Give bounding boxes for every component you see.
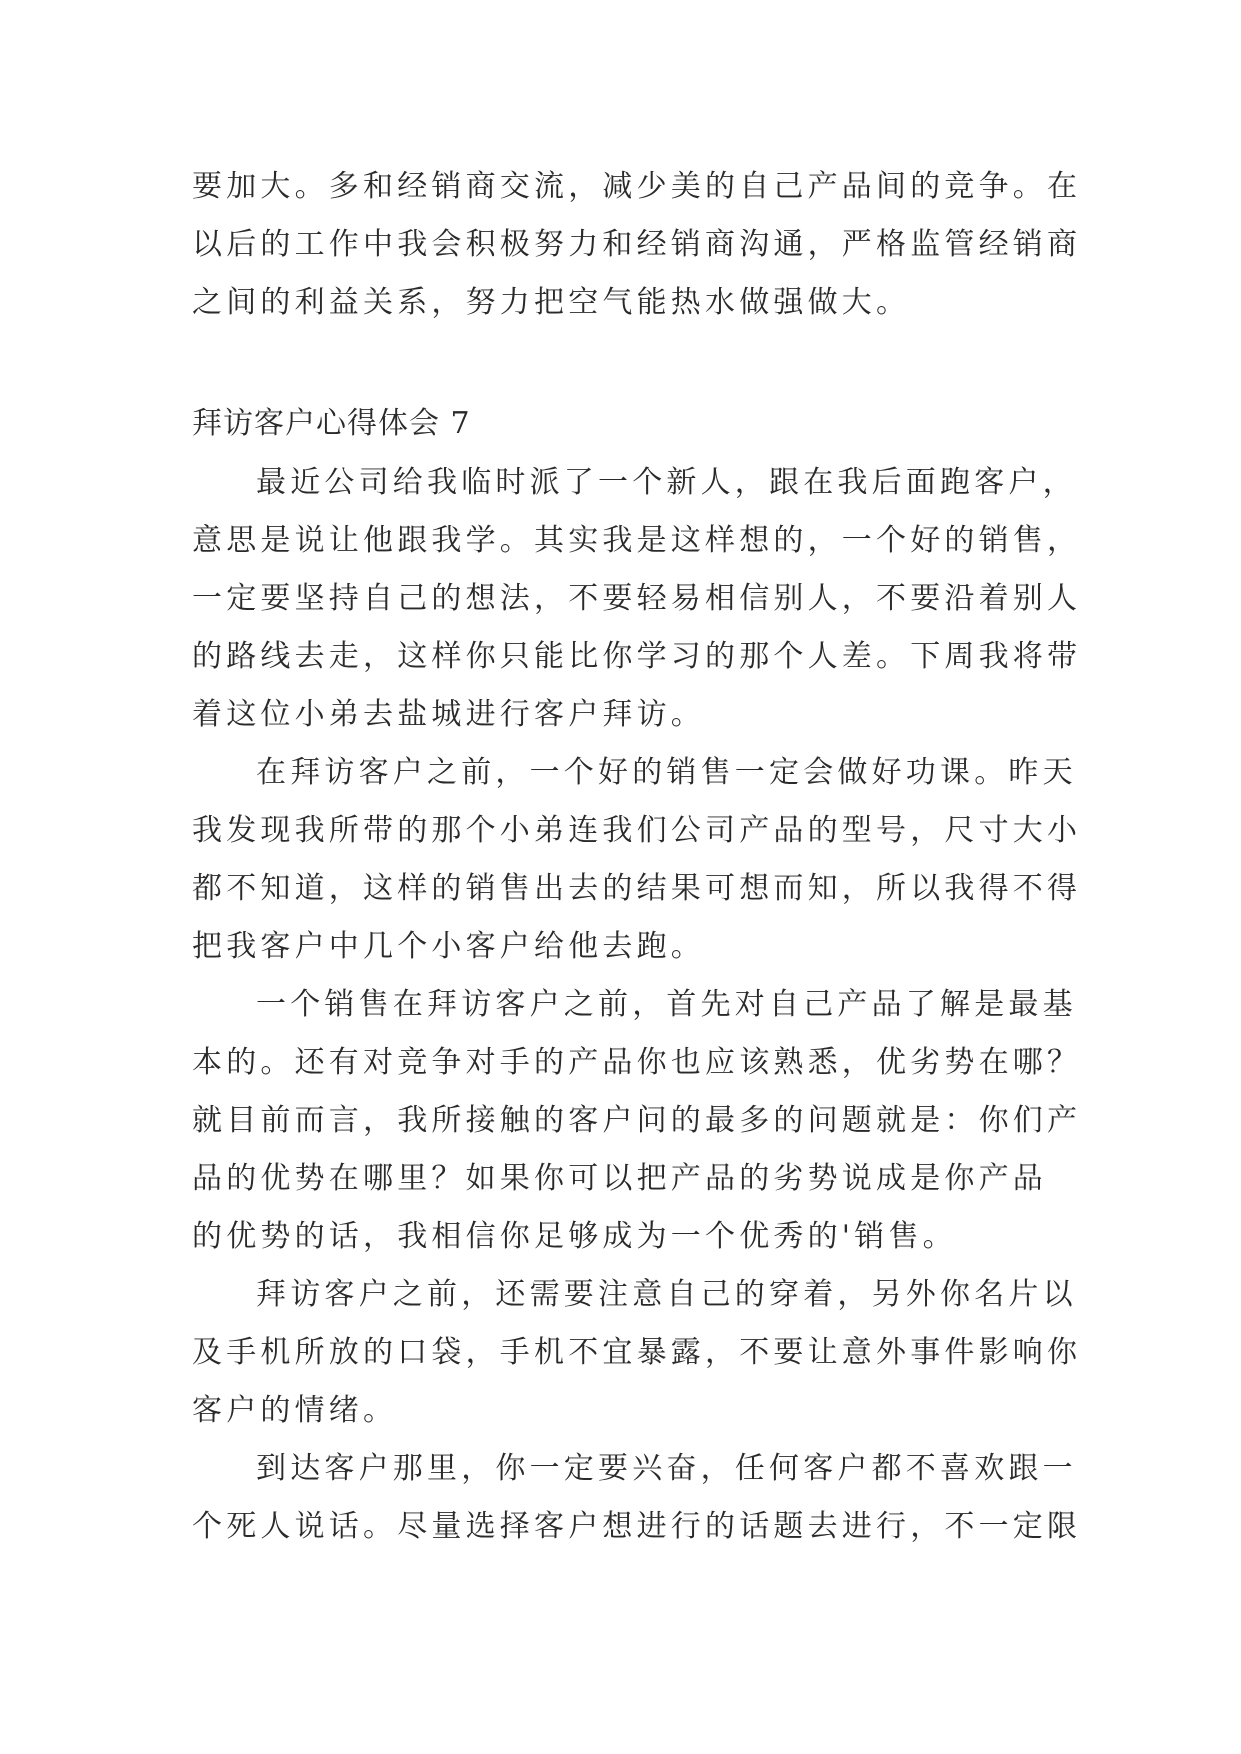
text-line: 在拜访客户之前，一个好的销售一定会做好功课。昨天 [256, 755, 1077, 790]
paragraph-5 [192, 1440, 1082, 1556]
text-line: 个死人说话。尽量选择客户想进行的话题去进行，不一定限 [192, 1509, 1082, 1544]
text-line: 就目前而言，我所接触的客户问的最多的问题就是：你们产 [192, 1103, 1082, 1138]
text-line: 到达客户那里，你一定要兴奋，任何客户都不喜欢跟一 [256, 1451, 1077, 1486]
intro-paragraph [192, 158, 1082, 332]
text-line: 一定要坚持自己的想法，不要轻易相信别人，不要沿着别人 [192, 581, 1082, 616]
text-line: 最近公司给我临时派了一个新人，跟在我后面跑客户， [256, 465, 1077, 500]
text-line: 要加大。多和经销商交流，减少美的自己产品间的竞争。在 [192, 169, 1082, 204]
text-line: 拜访客户之前，还需要注意自己的穿着，另外你名片以 [256, 1277, 1077, 1312]
text-line: 品的优势在哪里？如果你可以把产品的劣势说成是你产品 [192, 1161, 1047, 1196]
text-line: 的路线去走，这样你只能比你学习的那个人差。下周我将带 [192, 639, 1082, 674]
text-line: 客户的情绪。 [192, 1393, 398, 1428]
text-line: 把我客户中几个小客户给他去跑。 [192, 929, 705, 964]
paragraph-2 [192, 744, 1082, 976]
text-line: 之间的利益关系，努力把空气能热水做强做大。 [192, 285, 911, 320]
text-line: 一个销售在拜访客户之前，首先对自己产品了解是最基 [256, 987, 1077, 1022]
paragraph-1 [192, 454, 1082, 744]
text-line: 以后的工作中我会积极努力和经销商沟通，严格监管经销商 [192, 227, 1082, 262]
text-line: 及手机所放的口袋，手机不宜暴露，不要让意外事件影响你 [192, 1335, 1082, 1370]
text-line: 我发现我所带的那个小弟连我们公司产品的型号，尺寸大小 [192, 813, 1082, 848]
text-line: 都不知道，这样的销售出去的结果可想而知，所以我得不得 [192, 871, 1082, 906]
section-heading: 拜访客户心得体会 7 [192, 406, 471, 441]
text-line: 本的。还有对竞争对手的产品你也应该熟悉，优劣势在哪？ [192, 1045, 1082, 1080]
text-line: 着这位小弟去盐城进行客户拜访。 [192, 697, 705, 732]
text-line: 意思是说让他跟我学。其实我是这样想的，一个好的销售， [192, 523, 1082, 558]
text-line: 的优势的话，我相信你足够成为一个优秀的'销售。 [192, 1219, 957, 1254]
paragraph-4 [192, 1266, 1082, 1440]
paragraph-3 [192, 976, 1082, 1266]
